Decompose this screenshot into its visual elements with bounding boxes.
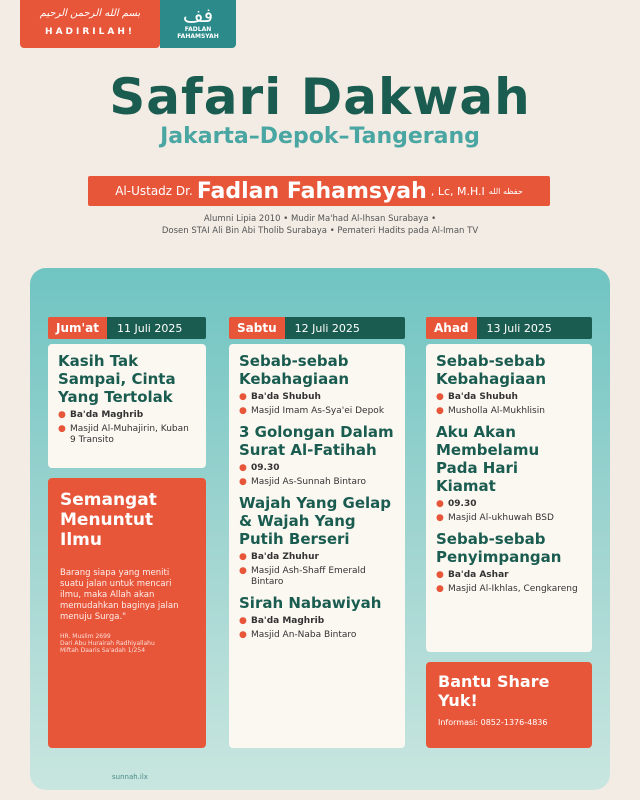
speaker-honorific: حفظه الله	[488, 186, 523, 196]
session-item	[436, 530, 582, 595]
location-pin-icon: ●	[239, 406, 247, 416]
session-time-row	[239, 463, 395, 474]
session-time: Ba'da Ashar	[448, 570, 509, 580]
clock-icon: ●	[436, 499, 444, 509]
session-place: Musholla Al-Mukhlisin	[448, 406, 545, 416]
page-title: Safari Dakwah	[109, 68, 531, 126]
location-pin-icon: ●	[239, 630, 247, 640]
session-time: Ba'da Maghrib	[70, 410, 144, 420]
session-item	[58, 352, 196, 446]
session-place: Masjid Ash-Shaff Emerald Bintaro	[251, 566, 366, 587]
session-place-row	[436, 513, 582, 524]
clock-icon: ●	[239, 392, 247, 402]
session-topic: 3 Golongan Dalam Surat Al-Fatihah	[239, 423, 394, 459]
schedule-card-ahad	[426, 344, 592, 652]
session-place-row	[436, 584, 582, 595]
quote-title: Semangat Menuntut Ilmu	[60, 490, 157, 550]
session-item	[239, 594, 395, 641]
day-label: Sabtu	[229, 317, 285, 339]
day-date: 13 Juli 2025	[477, 317, 592, 339]
session-item	[239, 423, 395, 488]
session-place: Masjid Al-Muhajirin, Kuban 9 Transito	[70, 424, 189, 445]
session-time-row	[436, 570, 582, 581]
logo-brand-line1: FADLAN	[184, 26, 212, 33]
quote-card	[48, 478, 206, 748]
location-pin-icon: ●	[436, 406, 444, 416]
session-topic: Sirah Nabawiyah	[239, 594, 382, 612]
session-time: Ba'da Zhuhur	[251, 552, 319, 562]
location-pin-icon: ●	[436, 513, 444, 523]
session-place-row	[239, 630, 395, 641]
session-place: Masjid An-Naba Bintaro	[251, 630, 357, 640]
page-subtitle: Jakarta–Depok–Tangerang	[160, 124, 480, 149]
share-title: Bantu Share Yuk!	[438, 672, 550, 710]
session-time: 09.30	[448, 499, 477, 509]
logo-brand-line2: FAHAMSYAH	[177, 33, 219, 40]
speaker-bio	[0, 213, 640, 237]
clock-icon: ●	[239, 463, 247, 473]
clock-icon: ●	[239, 552, 247, 562]
speaker-prefix: Al-Ustadz Dr.	[115, 184, 193, 198]
session-time-row	[239, 616, 395, 627]
quote-source: HR. Muslim 2699 Dari Abu Hurairah Radhiyallahu Miftah Daaris Sa'adah 1/254	[60, 633, 155, 654]
session-time: Ba'da Shubuh	[448, 392, 518, 402]
session-topic: Wajah Yang Gelap & Wajah Yang Putih Berseri	[239, 494, 392, 548]
clock-icon: ●	[58, 410, 66, 420]
clock-icon: ●	[436, 570, 444, 580]
location-pin-icon: ●	[436, 584, 444, 594]
session-time-row	[58, 410, 196, 421]
bismillah-text: بسم الله الرحمن الرحيم	[39, 8, 141, 19]
session-item	[436, 423, 582, 524]
share-card	[426, 662, 592, 748]
session-place: Masjid Imam As-Sya'ei Depok	[251, 406, 385, 416]
session-place-row	[239, 566, 395, 588]
session-time-row	[436, 392, 582, 403]
session-place-row	[239, 477, 395, 488]
schedule-card-jumat	[48, 344, 206, 468]
day-label: Ahad	[426, 317, 477, 339]
bio-line-2: Dosen STAI Ali Bin Abi Tholib Surabaya • Pemateri Hadits pada Al-Iman TV	[161, 226, 479, 236]
session-time-row	[436, 499, 582, 510]
session-topic: Kasih Tak Sampai, Cinta Yang Tertolak	[58, 352, 176, 406]
quote-text: Barang siapa yang meniti suatu jalan untuk mencari ilmu, maka Allah akan memudahkan baginya jalan menuju Surga."	[60, 568, 179, 622]
clock-icon: ●	[436, 392, 444, 402]
session-place: Masjid Al-Ikhlas, Cengkareng	[448, 584, 578, 594]
speaker-bar	[88, 176, 550, 206]
share-info: Informasi: 0852-1376-4836	[438, 718, 548, 727]
session-place-row	[436, 406, 582, 417]
clock-icon: ●	[239, 616, 247, 626]
session-topic: Sebab-sebab Kebahagiaan	[436, 352, 546, 388]
session-item	[239, 494, 395, 588]
location-pin-icon: ●	[239, 477, 247, 487]
location-pin-icon: ●	[58, 424, 66, 434]
footer-handle: sunnah.ilx	[112, 773, 148, 781]
day-header-ahad	[426, 317, 592, 339]
session-place: Masjid Al-ukhuwah BSD	[448, 513, 554, 523]
day-date: 12 Juli 2025	[285, 317, 405, 339]
day-header-jumat	[48, 317, 206, 339]
logo-mark: فف	[182, 3, 214, 27]
session-time: Ba'da Shubuh	[251, 392, 321, 402]
schedule-card-sabtu	[229, 344, 405, 748]
session-time-row	[239, 392, 395, 403]
session-time: 09.30	[251, 463, 280, 473]
hadirilah-badge	[20, 0, 160, 48]
hadirilah-text: HADIRILAH!	[45, 27, 135, 37]
day-header-sabtu	[229, 317, 405, 339]
session-place-row	[58, 424, 196, 446]
day-date: 11 Juli 2025	[107, 317, 206, 339]
speaker-suffix: , Lc, M.H.I	[430, 184, 485, 198]
session-item	[436, 352, 582, 417]
brand-logo	[160, 0, 236, 48]
session-place: Masjid As-Sunnah Bintaro	[251, 477, 366, 487]
session-item	[239, 352, 395, 417]
session-place-row	[239, 406, 395, 417]
session-topic: Aku Akan Membelamu Pada Hari Kiamat	[436, 423, 540, 495]
session-topic: Sebab-sebab Kebahagiaan	[239, 352, 349, 388]
bio-line-1: Alumni Lipia 2010 • Mudir Ma'had Al-Ihsan Surabaya •	[203, 214, 437, 224]
session-time-row	[239, 552, 395, 563]
session-time: Ba'da Maghrib	[251, 616, 325, 626]
speaker-name: Fadlan Fahamsyah	[196, 178, 427, 204]
session-topic: Sebab-sebab Penyimpangan	[436, 530, 562, 566]
location-pin-icon: ●	[239, 566, 247, 576]
day-label: Jum'at	[48, 317, 107, 339]
